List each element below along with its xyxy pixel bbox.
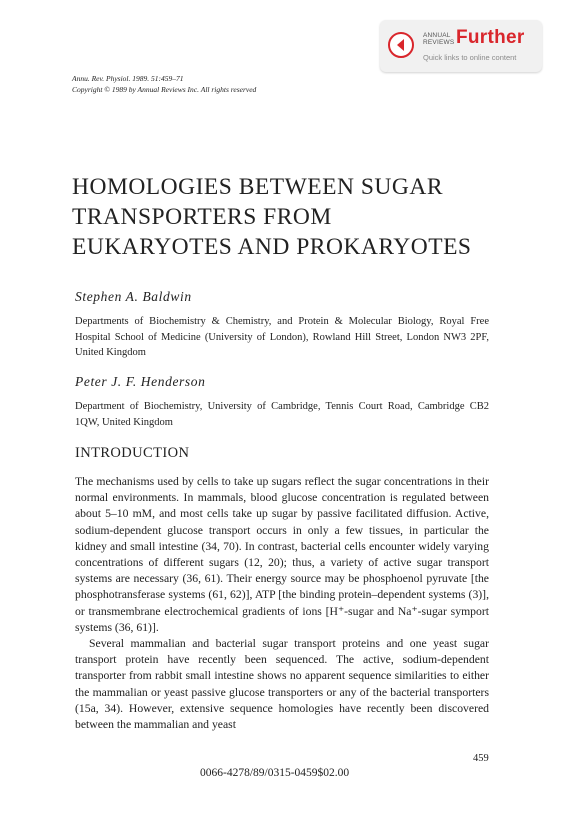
copyright-line: Copyright © 1989 by Annual Reviews Inc. All rights reserved [72, 85, 257, 94]
author-affiliation-1: Departments of Biochemistry & Chemistry, and Protein & Molecular Biology, Royal Free Hospital School of Medicine (University of London), Rowland Hill Street, London NW3 2PF, United Kingdom [75, 316, 489, 358]
badge-publisher-label: ANNUAL REVIEWS [423, 32, 455, 46]
page-number: 459 [473, 753, 489, 764]
annual-reviews-further-badge[interactable] [380, 20, 542, 72]
paragraph-1: The mechanisms used by cells to take up sugars reflect the sugar concentrations in their normal environments. In mammals, blood glucose concentration is regulated between about 5–10 mM, and most cells take up sugar by passive facilitated diffusion. Active, sodium-dependent glucose transport occurs in only a few tissues, in particular the kidney and small intestine (34, 70). In contrast, bacterial cells encounter widely varying concentrations of different sugars (12, 20); thus, a variety of active sugar transport systems are necessary (36, 61). Their energy source may be phosphoenol pyruvate [the phosphotransferase systems (61, 62)], ATP [the binding protein–dependent systems (3)], or transmembrane electrochemical gradients of ions [H⁺-sugar and Na⁺-sugar symport systems (36, 61)]. [75, 475, 489, 634]
journal-header [72, 73, 256, 95]
citation-line: Annu. Rev. Physiol. 1989. 51:459–71 [72, 74, 184, 83]
author-name-2: Peter J. F. Henderson [75, 374, 206, 389]
badge-brand: Further [456, 27, 525, 48]
author-name-1: Stephen A. Baldwin [75, 289, 192, 304]
section-heading: INTRODUCTION [75, 445, 190, 461]
play-arrow-icon [388, 32, 414, 58]
article-title: HOMOLOGIES BETWEEN SUGAR TRANSPORTERS FROM EUKARYOTES AND PROKARYOTES [72, 174, 472, 260]
footer-code: 0066-4278/89/0315-0459$02.00 [200, 767, 350, 779]
body-text [75, 474, 489, 733]
author-affiliation-2: Department of Biochemistry, University of Cambridge, Tennis Court Road, Cambridge CB2 1QW, United Kingdom [75, 401, 489, 428]
paragraph-2: Several mammalian and bacterial sugar transport proteins and one yeast sugar transport protein have recently been sequenced. The active, sodium-dependent transporter from rabbit small intestine shows no apparent sequence similarities to either the mammalian or yeast passive glucose transporters or any of the bacterial transporters (15a, 34). However, extensive sequence homologies have recently been discovered between the mammalian and yeast [75, 637, 489, 732]
badge-subtitle: Quick links to online content [423, 53, 517, 62]
